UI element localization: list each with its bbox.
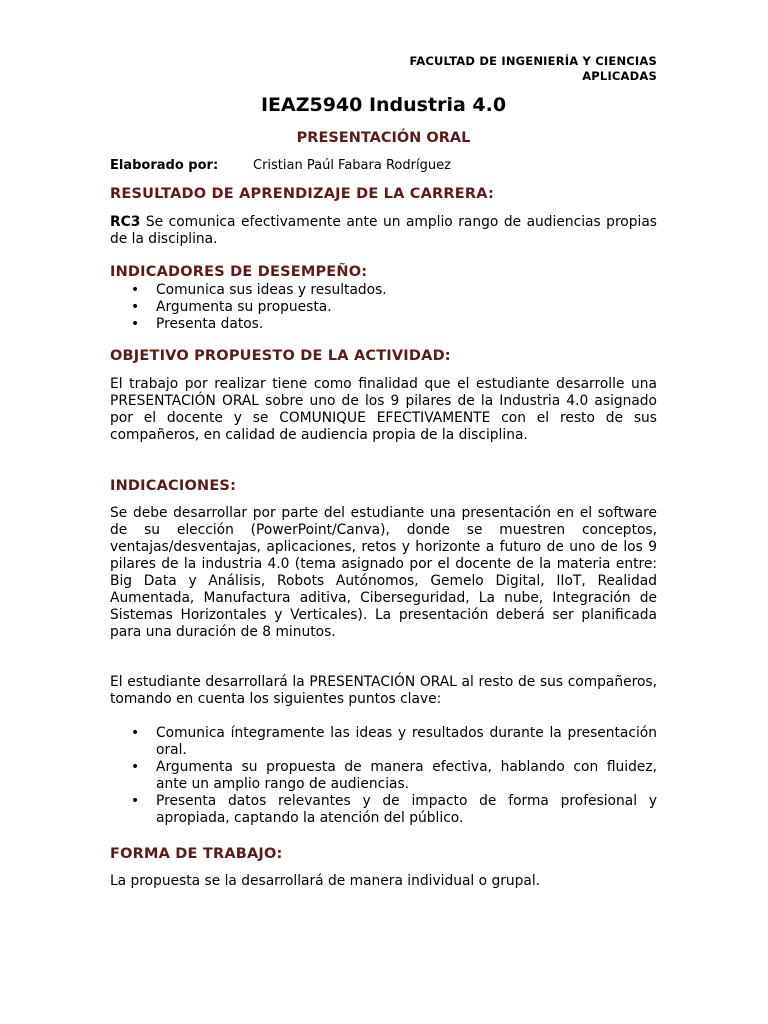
- author-name: Cristian Paúl Fabara Rodríguez: [253, 158, 451, 173]
- list-item-text: Presenta datos relevantes y de impacto de forma profesional y apropiada, captando la atención del público.: [156, 793, 657, 826]
- list-item-text: Comunica sus ideas y resultados.: [156, 282, 387, 298]
- list-item-text: Argumenta su propuesta.: [156, 299, 332, 315]
- course-title: IEAZ5940 Industria 4.0: [260, 94, 507, 116]
- resultado-heading: RESULTADO DE APRENDIZAJE DE LA CARRERA:: [110, 186, 494, 202]
- author-row: [110, 157, 657, 175]
- bullet-icon: •: [131, 299, 140, 315]
- bullet-icon: •: [131, 759, 140, 775]
- bullet-icon: •: [131, 793, 140, 809]
- list-item: [110, 725, 657, 759]
- objetivo-heading: OBJETIVO PROPUESTO DE LA ACTIVIDAD:: [110, 348, 451, 364]
- indicaciones-paragraph-1: Se debe desarrollar por parte del estudiante una presentación en el software de su elección (PowerPoint/Canva), donde se muestren conceptos, ventajas/desventajas, aplicaciones, retos y horizonte a futuro de uno de los 9 pilares de la industria 4.0 (tema asignado por el docente de la materia entre: Big Data y Análisis, Robots Autónomos, Gemelo Digital, IIoT, Realidad Aumentada, Manufactura aditiva, Ciberseguridad, La nube, Integración de Sistemas Horizontales y Verticales). La presentación deberá ser planificada para una duración de 8 minutos.: [110, 505, 657, 640]
- indicaciones-paragraph-2: El estudiante desarrollará la PRESENTACIÓN ORAL al resto de sus compañeros, tomando en cuenta los siguientes puntos clave:: [110, 674, 657, 707]
- resultado-text: [110, 214, 657, 248]
- list-item: [110, 793, 657, 827]
- bullet-icon: •: [131, 316, 140, 332]
- list-item: [110, 759, 657, 793]
- puntos-clave-list: [110, 725, 657, 827]
- list-item: [110, 299, 657, 316]
- bullet-icon: •: [131, 725, 140, 741]
- list-item-text: Comunica íntegramente las ideas y resultados durante la presentación oral.: [156, 725, 657, 758]
- list-item-text: Presenta datos.: [156, 316, 264, 332]
- list-item: [110, 316, 657, 333]
- faculty-line-2: APLICADAS: [582, 69, 657, 83]
- list-item: [110, 282, 657, 299]
- faculty-header: [357, 54, 657, 84]
- document-subtitle: PRESENTACIÓN ORAL: [296, 130, 471, 146]
- faculty-line-1: FACULTAD DE INGENIERÍA Y CIENCIAS: [409, 54, 657, 68]
- forma-text: La propuesta se la desarrollará de manera individual o grupal.: [110, 873, 541, 889]
- indicaciones-heading: INDICACIONES:: [110, 478, 237, 494]
- list-item-text: Argumenta su propuesta de manera efectiva, hablando con fluidez, ante un amplio rango de audiencias.: [156, 759, 657, 792]
- bullet-icon: •: [131, 282, 140, 298]
- resultado-description: Se comunica efectivamente ante un amplio rango de audiencias propias de la disciplina.: [110, 214, 657, 247]
- forma-heading: FORMA DE TRABAJO:: [110, 846, 283, 862]
- indicadores-list: [110, 282, 657, 333]
- resultado-code: RC3: [110, 214, 141, 230]
- objetivo-text: El trabajo por realizar tiene como finalidad que el estudiante desarrolle una PRESENTACIÓN ORAL sobre uno de los 9 pilares de la Industria 4.0 asignado por el docente y se COMUNIQUE EFECTIVAMENTE con el resto de sus compañeros, en calidad de audiencia propia de la disciplina.: [110, 376, 657, 443]
- indicadores-heading: INDICADORES DE DESEMPEÑO:: [110, 264, 368, 280]
- author-label: Elaborado por:: [110, 158, 219, 173]
